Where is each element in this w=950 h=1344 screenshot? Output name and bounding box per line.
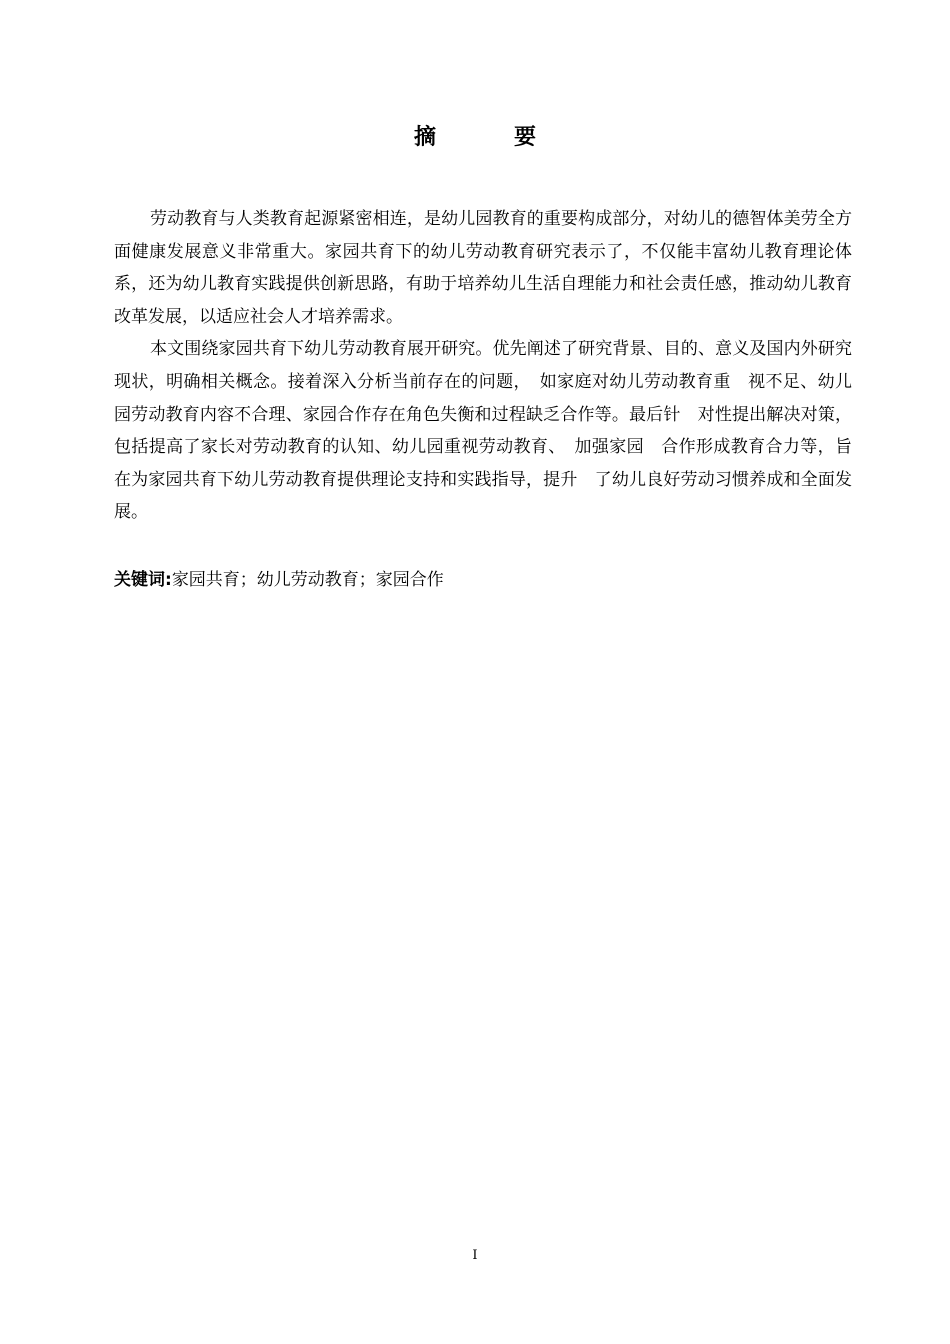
abstract-body xyxy=(114,203,852,529)
keywords-value: 家园共育；幼儿劳动教育；家园合作 xyxy=(171,570,444,590)
page-number: I xyxy=(472,1248,478,1263)
abstract-paragraph-2: 本文围绕家园共育下幼儿劳动教育展开研究。优先阐述了研究背景、目的、意义及国内外研究现状，明确相关概念。接着深入分析当前存在的问题， 如家庭对幼儿劳动教育重 视不足、幼儿园劳动教育内容不合理、家园合作存在角色失衡和过程缺乏合作等。最后针 对性提出解决对策，包括提高了家长对劳动教育的认知、幼儿园重视劳动教育、 加强家园 合作形成教育合力等，旨在为家园共育下幼儿劳动教育提供理论支持和实践指导，提升 了幼儿良好劳动习惯养成和全面发展。 xyxy=(114,339,852,523)
keywords-label: 关键词: xyxy=(114,570,172,590)
page-title: 摘 要 xyxy=(413,125,564,150)
abstract-paragraph-1: 劳动教育与人类教育起源紧密相连，是幼儿园教育的重要构成部分，对幼儿的德智体美劳全方面健康发展意义非常重大。家园共育下的幼儿劳动教育研究表示了，不仅能丰富幼儿教育理论体系，还为幼儿教育实践提供创新思路，有助于培养幼儿生活自理能力和社会责任感，推动幼儿教育改革发展，以适应社会人才培养需求。 xyxy=(114,209,852,327)
keywords-line xyxy=(114,565,852,595)
